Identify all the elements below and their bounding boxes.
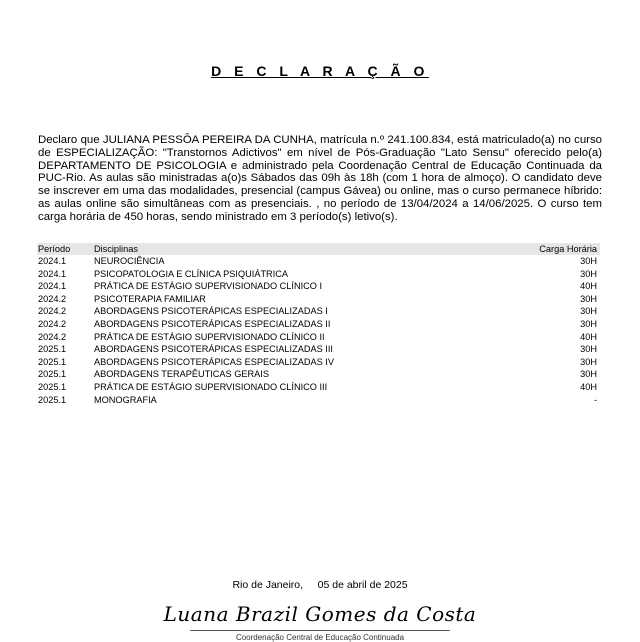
row-hours: 40H <box>580 281 597 292</box>
row-hours: 30H <box>580 369 597 380</box>
row-period: 2025.1 <box>38 356 67 367</box>
disciplines-table <box>37 243 600 406</box>
row-discipline: PSICOTERAPIA FAMILIAR <box>94 293 206 304</box>
row-discipline: NEUROCIÊNCIA <box>94 256 165 266</box>
table-row <box>37 305 600 318</box>
row-discipline: ABORDAGENS TERAPÊUTICAS GERAIS <box>94 369 269 380</box>
table-row <box>37 280 600 293</box>
table-row <box>37 356 600 369</box>
row-hours: 30H <box>580 344 597 355</box>
row-period: 2025.1 <box>38 394 67 405</box>
table-row <box>37 381 600 394</box>
row-discipline: ABORDAGENS PSICOTERÁPICAS ESPECIALIZADAS III <box>94 344 333 355</box>
table-header <box>37 243 600 255</box>
row-period: 2024.2 <box>38 306 67 317</box>
signature-subtitle: Coordenação Central de Educação Continuada <box>235 633 405 642</box>
row-hours: 30H <box>580 293 597 304</box>
row-hours: 40H <box>580 331 597 342</box>
row-discipline: PRÁTICA DE ESTÁGIO SUPERVISIONADO CLÍNICO I <box>94 281 323 292</box>
row-discipline: ABORDAGENS PSICOTERÁPICAS ESPECIALIZADAS IV <box>94 356 334 367</box>
row-discipline: PSICOPATOLOGIA E CLÍNICA PSIQUIÁTRICA <box>94 268 289 279</box>
row-period: 2024.1 <box>38 281 67 292</box>
row-period: 2024.2 <box>38 318 67 329</box>
row-period: 2025.1 <box>38 344 67 355</box>
row-hours: 30H <box>580 306 597 317</box>
row-period: 2024.1 <box>38 268 67 279</box>
row-hours: 30H <box>580 356 597 367</box>
header-discipline: Disciplinas <box>94 244 138 254</box>
row-hours: - <box>593 394 597 405</box>
row-period: 2025.1 <box>38 369 67 380</box>
header-hours: Carga Horária <box>539 244 597 254</box>
row-discipline: PRÁTICA DE ESTÁGIO SUPERVISIONADO CLÍNICO III <box>94 381 328 392</box>
signature: Luana Brazil Gomes da Costa <box>163 602 477 626</box>
header-period: Período <box>38 244 71 254</box>
row-discipline: MONOGRAFIA <box>94 394 157 405</box>
table-row <box>37 368 600 381</box>
row-hours: 30H <box>580 318 597 329</box>
table-body <box>37 255 600 406</box>
row-period: 2024.2 <box>38 293 67 304</box>
table-row <box>37 255 600 268</box>
document-title: D E C L A R A Ç Ã O <box>211 63 429 79</box>
table-row <box>37 331 600 344</box>
row-discipline: ABORDAGENS PSICOTERÁPICAS ESPECIALIZADAS I <box>94 306 328 317</box>
row-hours: 40H <box>580 381 597 392</box>
row-period: 2025.1 <box>38 381 67 392</box>
row-discipline: ABORDAGENS PSICOTERÁPICAS ESPECIALIZADAS II <box>94 318 331 329</box>
signature-line <box>190 630 450 631</box>
declaration-paragraph: Declaro que JULIANA PESSÔA PEREIRA DA CUNHA, matrícula n.º 241.100.834, está matriculado(a) no curso de ESPECIALIZAÇÃO: "Transtornos Adictivos" em nível de Pós-Graduação "Lato Sensu" oferecido pelo(a) DEPARTAMENTO DE PSICOLOGIA e administrado pela Coordenação Central de Educação Continuada da PUC-Rio. As aulas são ministradas a(o)s Sábados das 09h às 18h (com 1 hora de almoço). O candidato deve se inscrever em uma das modalidades, presencial (campus Gávea) ou online, mas o curso permanece híbrido: as aulas online são simultâneas com as presenciais. , no período de 13/04/2024 a 14/06/2025. O curso tem carga horária de 450 horas, sendo ministrado em 3 período(s) letivo(s). <box>38 134 602 223</box>
place-date: Rio de Janeiro, 05 de abril de 2025 <box>232 579 408 591</box>
table-row <box>37 318 600 331</box>
row-hours: 30H <box>580 256 597 266</box>
row-period: 2024.2 <box>38 331 67 342</box>
table-row <box>37 343 600 356</box>
row-period: 2024.1 <box>38 256 67 266</box>
row-discipline: PRÁTICA DE ESTÁGIO SUPERVISIONADO CLÍNICO II <box>94 331 325 342</box>
row-hours: 30H <box>580 268 597 279</box>
table-row <box>37 394 600 407</box>
table-row <box>37 293 600 306</box>
table-row <box>37 268 600 281</box>
